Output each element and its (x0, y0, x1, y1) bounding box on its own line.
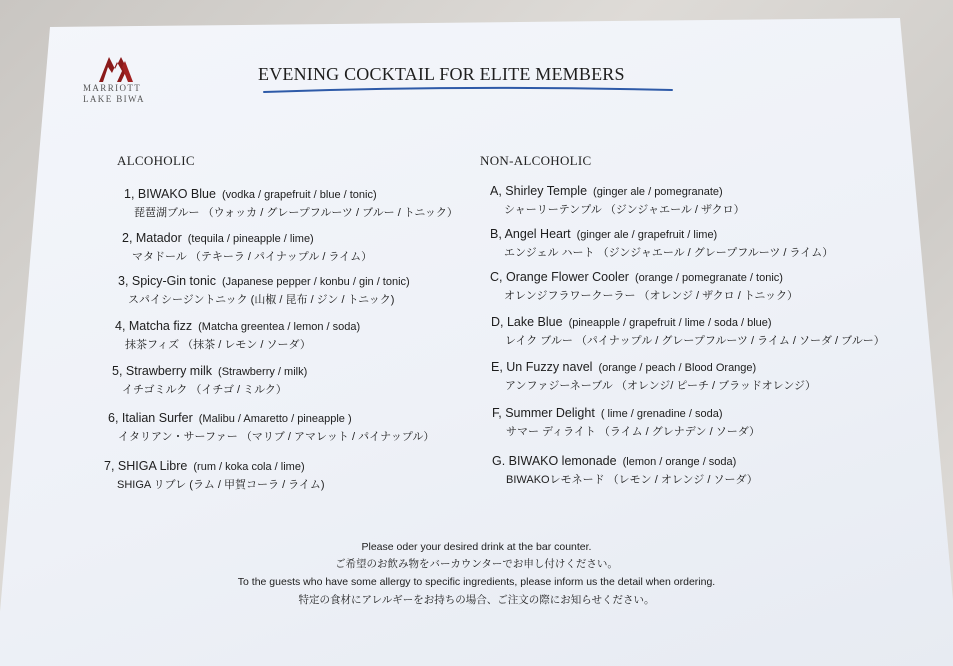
non-alcoholic-item (491, 359, 816, 394)
allergy-notice-jp: 特定の食材にアレルギーをお持ちの場合、ご注文の際にお知らせください。 (298, 594, 655, 606)
alcoholic-item (122, 230, 372, 265)
drink-name: 7, SHIGA Libre (104, 459, 188, 473)
drink-ingredients: (tequila / pineapple / lime) (187, 233, 314, 245)
drink-name-jp: マタドール （テキーラ / パイナップル / ライム） (132, 251, 373, 263)
non-alcoholic-item (490, 269, 798, 304)
drink-name: G. BIWAKO lemonade (492, 454, 617, 468)
drink-name-jp: オレンジフラワークーラー （オレンジ / ザクロ / トニック） (504, 290, 798, 302)
drink-ingredients: (lemon / orange / soda) (622, 456, 737, 468)
drink-ingredients: (orange / pomegranate / tonic) (634, 272, 783, 284)
alcoholic-heading: ALCOHOLIC (117, 153, 195, 168)
non-alcoholic-item (492, 405, 760, 440)
alcoholic-item (104, 458, 325, 493)
non-alcoholic-item (492, 453, 758, 488)
drink-ingredients: ( lime / grenadine / soda) (600, 408, 723, 420)
alcoholic-item (124, 186, 458, 221)
drink-name: B, Angel Heart (490, 227, 571, 241)
drink-name-jp: 抹茶フィズ （抹茶 / レモン / ソーダ） (125, 339, 311, 351)
drink-name: 6, Italian Surfer (108, 411, 193, 425)
non-alcoholic-item (490, 183, 745, 218)
drink-name: E, Un Fuzzy navel (491, 360, 593, 374)
drink-name-jp: レイク ブルー （パイナップル / グレープフルーツ / ライム / ソーダ / ブルー） (505, 335, 885, 347)
drink-ingredients: (Malibu / Amaretto / pineapple ) (198, 413, 352, 425)
drink-name: 4, Matcha fizz (115, 319, 193, 333)
drink-ingredients: (pineapple / grapefruit / lime / soda / blue) (568, 317, 772, 329)
drink-name-jp: アンファジーネーブル （オレンジ/ ピーチ / ブラッドオレンジ） (505, 380, 817, 392)
non-alcoholic-item (491, 314, 885, 349)
drink-name-jp: サマー ディライト （ライム / グレナデン / ソーダ） (506, 426, 761, 438)
page-title: EVENING COCKTAIL FOR ELITE MEMBERS (258, 64, 625, 84)
drink-name-jp: BIWAKOレモネード （レモン / オレンジ / ソーダ） (506, 474, 758, 486)
brand-name: MARRIOTT (83, 83, 142, 93)
drink-ingredients: (orange / peach / Blood Orange) (598, 362, 757, 374)
drink-name: C, Orange Flower Cooler (490, 270, 629, 284)
drink-name: 1, BIWAKO Blue (124, 187, 216, 201)
drink-name-jp: 琵琶湖ブルー （ウォッカ / グレープフルーツ / ブルー / トニック） (134, 207, 458, 219)
alcoholic-item (108, 410, 434, 445)
drink-name: A, Shirley Temple (490, 184, 588, 198)
alcoholic-item (115, 318, 360, 353)
drink-ingredients: (vodka / grapefruit / blue / tonic) (221, 189, 377, 201)
alcoholic-item (112, 363, 307, 398)
drink-name: D, Lake Blue (491, 315, 563, 329)
drink-ingredients: (ginger ale / grapefruit / lime) (576, 229, 718, 241)
drink-name: 2, Matador (122, 231, 182, 245)
drink-name: F, Summer Delight (492, 406, 595, 420)
drink-name: 3, Spicy-Gin tonic (118, 274, 216, 288)
order-notice-en: Please oder your desired drink at the bar counter. (361, 541, 592, 553)
drink-ingredients: (Matcha greentea / lemon / soda) (198, 321, 361, 333)
drink-name-jp: シャーリーテンプル （ジンジャエール / ザクロ） (504, 204, 745, 216)
brand-location: LAKE BIWA (83, 94, 145, 104)
marriott-m-icon (97, 55, 137, 83)
drink-name-jp: イチゴミルク （イチゴ / ミルク） (122, 384, 287, 396)
order-notice-jp: ご希望のお飲み物をバーカウンターでお申し付けください。 (335, 558, 618, 570)
drink-name-jp: イタリアン・サーファー （マリブ / アマレット / パイナップル） (118, 431, 435, 443)
marriott-logo (83, 55, 158, 105)
non-alcoholic-item (490, 226, 833, 261)
non-alcoholic-heading: NON-ALCOHOLIC (480, 153, 592, 168)
alcoholic-item (118, 273, 410, 308)
drink-name-jp: スパイシージントニック (山椒 / 昆布 / ジン / トニック) (128, 294, 395, 306)
title-underline (262, 86, 674, 96)
drink-ingredients: (Strawberry / milk) (218, 366, 308, 378)
allergy-notice-en: To the guests who have some allergy to specific ingredients, please inform us the detail when ordering. (237, 576, 716, 588)
drink-name: 5, Strawberry milk (112, 364, 213, 378)
drink-ingredients: (rum / koka cola / lime) (193, 461, 305, 473)
drink-name-jp: SHIGA リブレ (ラム / 甲賀コーラ / ライム) (117, 479, 325, 491)
drink-name-jp: エンジェル ハート （ジンジャエール / グレープフルーツ / ライム） (504, 247, 834, 259)
drink-ingredients: (ginger ale / pomegranate) (593, 186, 723, 198)
drink-ingredients: (Japanese pepper / konbu / gin / tonic) (221, 276, 410, 288)
